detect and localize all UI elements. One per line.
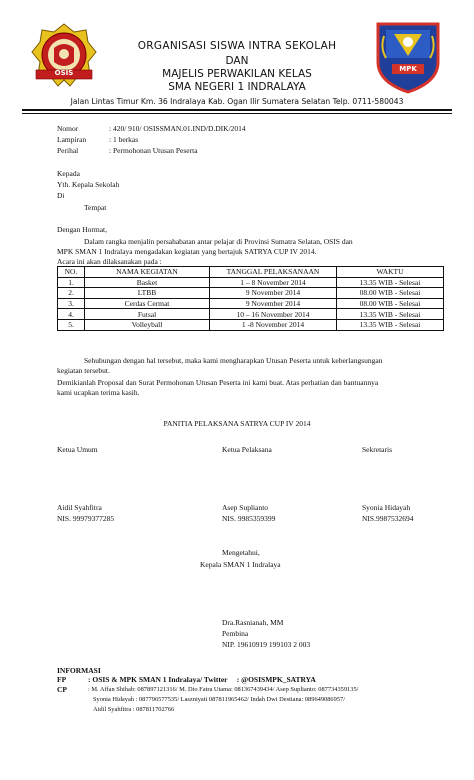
cell-nama: Volleyball [85,319,210,330]
cell-waktu: 13.35 WIB - Selesai [337,309,444,320]
info-title: INFORMASI [57,666,101,675]
cell-no: 1. [58,277,85,288]
mengetahui-label: Mengetahui, [222,548,260,557]
col-header-waktu: WAKTU [337,267,444,278]
header-rule-thin [22,113,452,114]
col-header-tanggal: TANGGAL PELAKSANAAN [210,267,337,278]
paragraph1-line2: MPK SMAN 1 Indralaya mengadakan kegiatan yang bertajuk SATRYA CUP IV 2014. [57,247,317,256]
sekretaris-title: Sekretaris [362,445,392,454]
kepala-rank: Pembina [222,629,249,638]
perihal-label: Perihal [57,146,79,155]
school-name: SMA NEGERI 1 INDRALAYA [168,81,306,93]
cell-waktu: 08.00 WIB - Selesai [337,298,444,309]
committee-title: PANITIA PELAKSANA SATRYA CUP IV 2014 [163,419,311,428]
kepala-title: Kepala SMAN 1 Indralaya [200,560,281,569]
ketua-umum-nis: NIS. 99979377285 [57,514,115,523]
info-cp-line1: : M. Affan Shihab: 087897121316/ M. Dio Fatra Utama: 081367439434/ Asep Suplianto: 087734359135/ [88,686,359,693]
cell-nama: Futsal [85,309,210,320]
perihal-value: : Permohonan Utusan Peserta [109,146,198,155]
cell-waktu: 08.00 WIB - Selesai [337,288,444,299]
kepala-name: Dra.Rasnianah, MM [222,618,284,627]
cell-nama: LTBB [85,288,210,299]
info-cp-label: CP [57,685,67,694]
cell-waktu: 13.35 WIB - Selesai [337,277,444,288]
info-cp-line2: Syonia Hidayah : 087796577535/ Laszniyati 087811965462/ Indah Dwi Destiana: 089649086957/ [93,696,345,703]
info-cp-line3: Aidil Syahfitra : 087811702766 [93,706,175,713]
table-header-row [58,267,444,278]
table-row [58,298,444,309]
osis-logo-label: OSIS [54,69,74,77]
kepala-nip: NIP. 19610919 199103 2 003 [222,640,311,649]
cell-tanggal: 1 -8 November 2014 [210,319,337,330]
org-conjunction: DAN [225,55,249,67]
org-name-2: MAJELIS PERWAKILAN KELAS [162,68,312,80]
paragraph3-line1: Demikianlah Proposal dan Surat Permohonan Utusan Peserta ini kami buat. Atas perhatian dan bantuannya [57,378,379,387]
cell-nama: Basket [85,277,210,288]
nomor-label: Nomor [57,124,79,133]
lampiran-value: : 1 berkas [109,135,139,144]
table-row [58,277,444,288]
table-row [58,309,444,320]
cell-waktu: 13.35 WIB - Selesai [337,319,444,330]
ketua-pelaksana-nis: NIS. 9985359399 [222,514,276,523]
info-fp-value: : OSIS & MPK SMAN 1 Indralaya/ Twitter : @OSISMPK_SATRYA [88,675,316,684]
paragraph2-line1: Sehubungan dengan hal tersebut, maka kami mengharapkan Utusan Peserta untuk keberlangsungan [84,356,383,365]
cell-tanggal: 9 November 2014 [210,298,337,309]
sekretaris-nis: NIS.9987532694 [362,514,414,523]
cell-no: 4. [58,309,85,320]
ketua-pelaksana-title: Ketua Pelaksana [222,445,272,454]
cell-no: 3. [58,298,85,309]
mpk-logo-label: MPK [399,65,417,73]
cell-nama: Cerdas Cermat [85,298,210,309]
col-header-no: NO. [58,267,85,278]
sekretaris-name: Syonia Hidayah [362,503,411,512]
recipient-di: Di [57,191,65,200]
recipient-yth: Yth. Kepala Sekolah [57,180,120,189]
recipient-tempat: Tempat [84,203,107,212]
paragraph3-line2: kami ucapkan terima kasih. [57,388,140,397]
ketua-pelaksana-name: Asep Suplianto [222,503,269,512]
school-address: Jalan Lintas Timur Km. 36 Indralaya Kab. Ogan Ilir Sumatera Selatan Telp. 0711-580043 [70,97,404,106]
table-row [58,319,444,330]
nomor-value: : 420/ 910/ OSISSMAN.01.IND/D.DIK/2014 [109,124,246,133]
paragraph1-line3: Acara ini akan dilaksanakan pada : [57,257,162,266]
paragraph2-line2: kegiatan tersebut. [57,366,110,375]
header-rule-thick [22,109,452,111]
paragraph1-line1: Dalam rangka menjalin persahabatan antar pelajar di Provinsi Sumatra Selatan, OSIS dan [84,237,353,246]
table-row [58,288,444,299]
recipient-kepada: Kepada [57,169,80,178]
greeting: Dengan Hormat, [57,225,107,234]
lampiran-label: Lampiran [57,135,87,144]
cell-tanggal: 1 – 8 November 2014 [210,277,337,288]
org-name: ORGANISASI SISWA INTRA SEKOLAH [137,40,337,52]
cell-no: 2. [58,288,85,299]
schedule-table [57,266,444,331]
cell-no: 5. [58,319,85,330]
cell-tanggal: 10 – 16 November 2014 [210,309,337,320]
info-fp-label: FP [57,675,67,684]
ketua-umum-title: Ketua Umum [57,445,98,454]
col-header-nama: NAMA KEGIATAN [85,267,210,278]
cell-tanggal: 9 November 2014 [210,288,337,299]
ketua-umum-name: Aidil Syahfitra [57,503,102,512]
